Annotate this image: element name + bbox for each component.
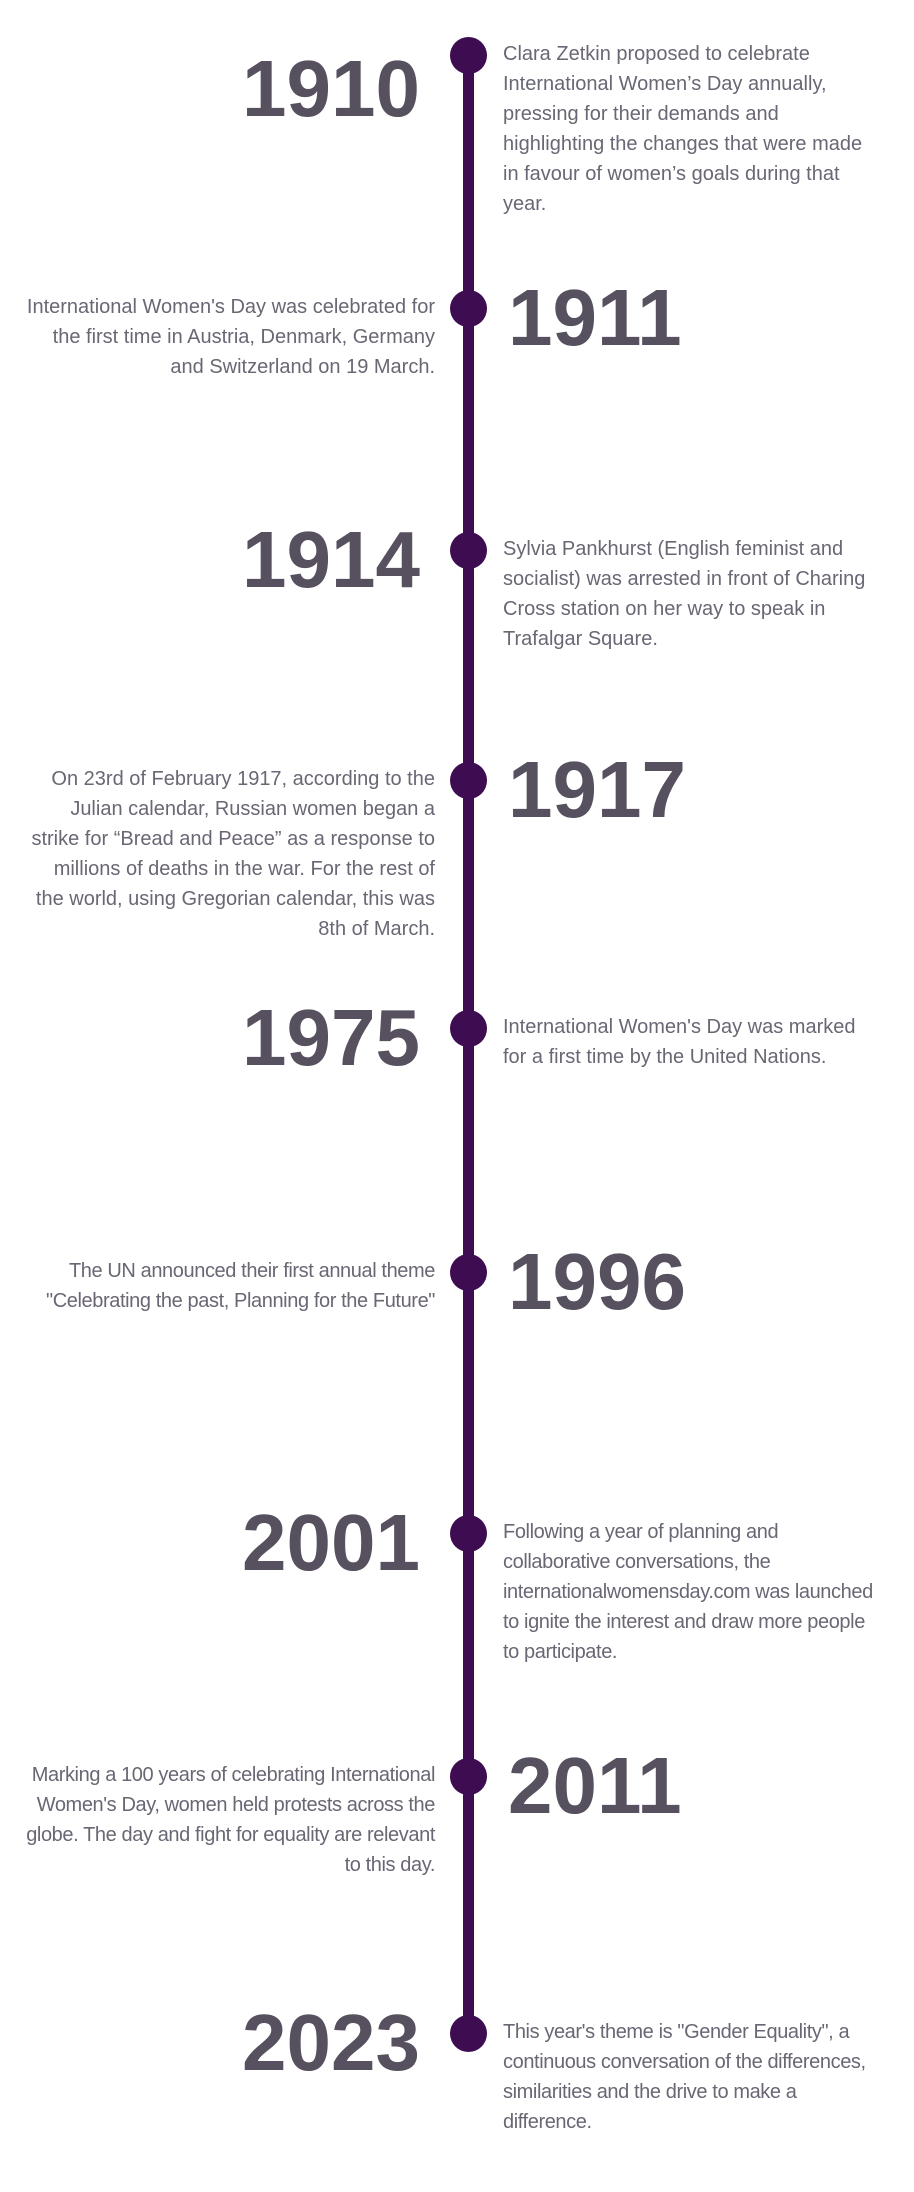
event-description: On 23rd of February 1917, according to the Julian calendar, Russian women began a strike for “Bread and Peace” as a response to millions of deaths in the war. For the rest of the world, using Gregorian calendar, this was 8th of March.: [31, 768, 435, 940]
timeline-dot: [450, 1758, 487, 1795]
event-year: 1996: [508, 1237, 686, 1326]
event-description: Clara Zetkin proposed to celebrate International Women’s Day annually, pressing for their demands and highlighting the changes that were made in favour of women’s goals during that year.: [503, 43, 863, 215]
event-year: 2001: [242, 1498, 420, 1587]
event-description: International Women's Day was celebrated for the first time in Austria, Denmark, Germany and Switzerland on 19 March.: [26, 296, 435, 378]
event-description: The UN announced their first annual theme "Celebrating the past, Planning for the Future": [46, 1260, 435, 1312]
timeline-dot: [450, 1010, 487, 1047]
event-year: 1975: [242, 993, 420, 1082]
event-year: 1917: [508, 745, 686, 834]
event-description: This year's theme is "Gender Equality", a continuous conversation of the differences, similarities and the drive to make a difference.: [503, 2021, 866, 2133]
timeline-dot: [450, 532, 487, 569]
timeline-dot: [450, 290, 487, 327]
timeline-dot: [450, 2015, 487, 2052]
timeline-dot: [450, 1515, 487, 1552]
timeline-dot: [450, 37, 487, 74]
event-year: 1911: [508, 273, 682, 362]
event-year: 1910: [242, 44, 420, 133]
event-description: Sylvia Pankhurst (English feminist and socialist) was arrested in front of Charing Cross station on her way to speak in Trafalgar Square.: [503, 538, 866, 650]
event-year: 1914: [242, 515, 420, 604]
event-year: 2011: [508, 1741, 682, 1830]
timeline-dot: [450, 1254, 487, 1291]
event-description: Marking a 100 years of celebrating International Women's Day, women held protests across the globe. The day and fight for equality are relevant to this day.: [26, 1764, 435, 1876]
event-description: International Women's Day was marked for a first time by the United Nations.: [503, 1016, 856, 1068]
event-description: Following a year of planning and collaborative conversations, the internationalwomensday.com was launched to ignite the interest and draw more people to participate.: [503, 1521, 873, 1663]
timeline-dot: [450, 762, 487, 799]
event-year: 2023: [242, 1998, 420, 2087]
